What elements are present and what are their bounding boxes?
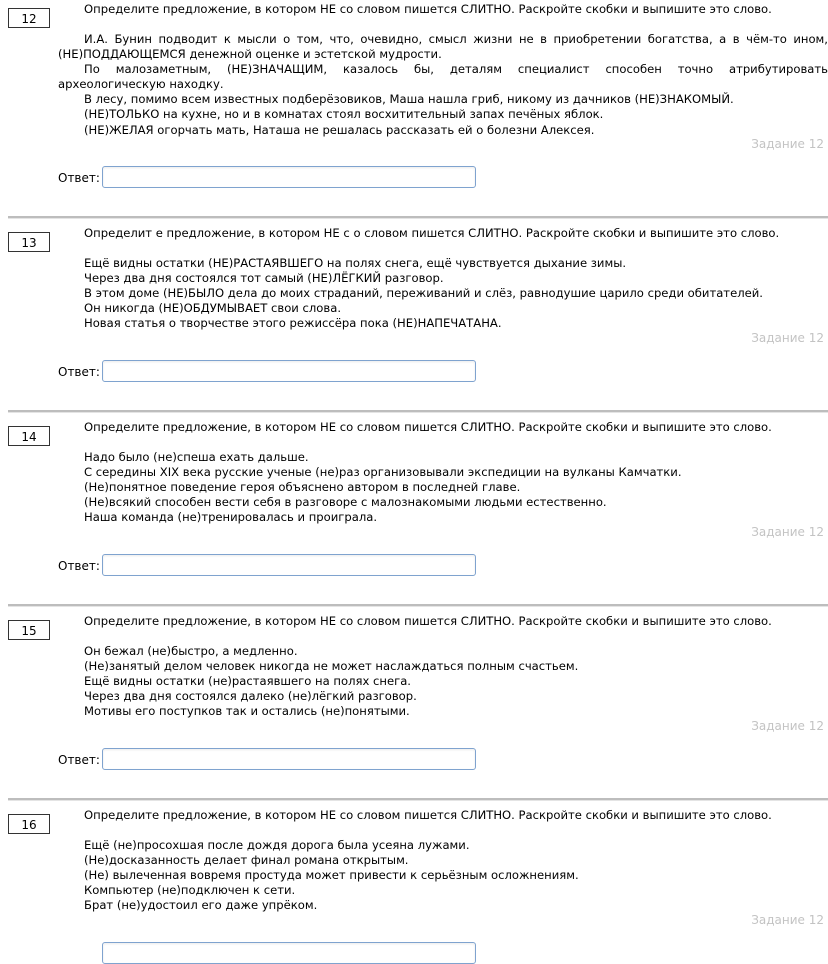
sentence: И.А. Бунин подводит к мысли о том, что, очевидно, смысл жизни не в приобретении богатства, а в чём-то ином, (НЕ)ПОДДАЮЩЕМСЯ денежной оценке и эстетской мудрости. bbox=[58, 32, 828, 62]
sentence: Наша команда (не)тренировалась и проиграла. bbox=[84, 510, 378, 525]
sentence: (Не)всякий способен вести себя в разговоре с малознакомыми людьми естественно. bbox=[84, 495, 607, 510]
answer-input[interactable] bbox=[102, 360, 476, 382]
sentence: Ещё видны остатки (НЕ)РАСТАЯВШЕГО на полях снега, ещё чувствуется дыхание зимы. bbox=[84, 256, 627, 270]
task-tag: Задание 12 bbox=[751, 913, 824, 927]
task-prompt: Определит е предложение, в котором НЕ с о словом пишется СЛИТНО. Раскройте скобки и выпишите это слово. bbox=[84, 226, 780, 240]
task-prompt: Определите предложение, в котором НЕ со словом пишется СЛИТНО. Раскройте скобки и выпишите это слово. bbox=[84, 614, 772, 628]
task-sentences bbox=[58, 644, 828, 719]
task-tag: Задание 12 bbox=[751, 719, 824, 733]
sentence: Ещё видны остатки (не)растаявшего на полях снега. bbox=[84, 674, 411, 689]
divider bbox=[8, 798, 828, 801]
answer-label: Ответ: bbox=[58, 365, 100, 379]
task-tag: Задание 12 bbox=[751, 331, 824, 345]
task-number: 12 bbox=[8, 8, 50, 28]
task-number: 15 bbox=[8, 620, 50, 640]
sentence: В этом доме (НЕ)БЫЛО дела до моих страданий, переживаний и слёз, равнодушие царило среди обитателей. bbox=[84, 286, 763, 301]
divider bbox=[8, 410, 828, 413]
answer-label: Ответ: bbox=[58, 171, 100, 185]
sentence: В лесу, помимо всем известных подберёзовиков, Маша нашла гриб, никому из дачников (НЕ)ЗНАКОМЫЙ. bbox=[84, 92, 734, 107]
sentence: Он бежал (не)быстро, а медленно. bbox=[84, 644, 298, 658]
answer-input[interactable] bbox=[102, 942, 476, 964]
sentence: Компьютер (не)подключен к сети. bbox=[84, 883, 296, 898]
task-number: 14 bbox=[8, 426, 50, 446]
answer-label: Ответ: bbox=[58, 559, 100, 573]
sentence: Через два дня состоялся далеко (не)лёгкий разговор. bbox=[84, 689, 417, 704]
task-sentences bbox=[58, 32, 828, 138]
sentence: По малозаметным, (НЕ)ЗНАЧАЩИМ, казалось бы, деталям специалист способен точно атрибутировать археологическую находку. bbox=[58, 62, 828, 92]
answer-input[interactable] bbox=[102, 166, 476, 188]
sentence: (Не)занятый делом человек никогда не может наслаждаться полным счастьем. bbox=[84, 659, 579, 674]
sentence: (НЕ)ТОЛЬКО на кухне, но и в комнатах стоял восхитительный запах печёных яблок. bbox=[84, 107, 604, 122]
task-tag: Задание 12 bbox=[751, 525, 824, 539]
sentence: Новая статья о творчестве этого режиссёра пока (НЕ)НАПЕЧАТАНА. bbox=[84, 316, 502, 331]
sentence: (Не)понятное поведение героя объяснено автором в последней главе. bbox=[84, 480, 521, 495]
sentence: Ещё (не)просохшая после дождя дорога была усеяна лужами. bbox=[84, 838, 470, 852]
task-prompt: Определите предложение, в котором НЕ со словом пишется СЛИТНО. Раскройте скобки и выпишите это слово. bbox=[84, 420, 772, 434]
sentence: (Не)досказанность делает финал романа открытым. bbox=[84, 853, 409, 868]
task-prompt: Определите предложение, в котором НЕ со словом пишется СЛИТНО. Раскройте скобки и выпишите это слово. bbox=[84, 2, 772, 16]
sentence: Он никогда (НЕ)ОБДУМЫВАЕТ свои слова. bbox=[84, 301, 342, 316]
divider bbox=[8, 216, 828, 219]
task-prompt: Определите предложение, в котором НЕ со словом пишется СЛИТНО. Раскройте скобки и выпишите это слово. bbox=[84, 808, 772, 822]
task-tag: Задание 12 bbox=[751, 137, 824, 151]
answer-label: Ответ: bbox=[58, 753, 100, 767]
sentence: (НЕ)ЖЕЛАЯ огорчать мать, Наташа не решалась рассказать ей о болезни Алексея. bbox=[84, 122, 595, 137]
sentence: Брат (не)удостоил его даже упрёком. bbox=[84, 898, 318, 913]
task-number: 13 bbox=[8, 232, 50, 252]
answer-input[interactable] bbox=[102, 748, 476, 770]
task-sentences bbox=[58, 450, 828, 525]
sentence: Мотивы его поступков так и остались (не)понятыми. bbox=[84, 704, 410, 719]
divider bbox=[8, 604, 828, 607]
task-sentences bbox=[58, 256, 828, 331]
sentence: Через два дня состоялся тот самый (НЕ)ЛЁГКИЙ разговор. bbox=[84, 271, 444, 286]
sentence: Надо было (не)спеша ехать дальше. bbox=[84, 450, 309, 464]
sentence: С середины XIX века русские ученые (не)раз организовывали экспедиции на вулканы Камчатки. bbox=[84, 465, 682, 480]
sentence: (Не) вылеченная вовремя простуда может привести к серьёзным осложнениям. bbox=[84, 868, 579, 883]
task-sentences bbox=[58, 838, 828, 913]
task-number: 16 bbox=[8, 814, 50, 834]
answer-input[interactable] bbox=[102, 554, 476, 576]
